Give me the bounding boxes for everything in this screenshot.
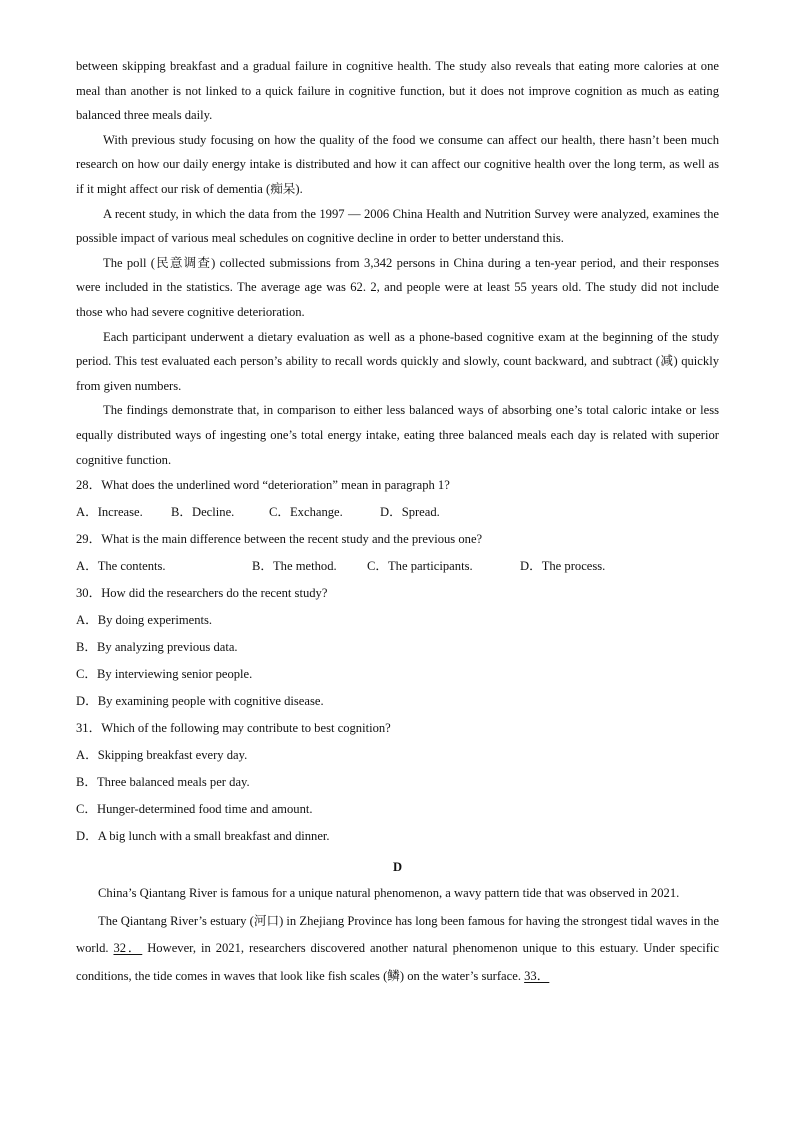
option-c[interactable]: C．By interviewing senior people.: [76, 667, 253, 682]
option-b[interactable]: B．Decline.: [171, 505, 235, 520]
passage-c-paragraph: The findings demonstrate that, in comparison to either less balanced ways of absorbing one’s total caloric intake or less equally distributed ways of ingesting one’s total energy intake, eating three balanced meals each day is related with superior cognitive function.: [76, 403, 719, 467]
blank-33[interactable]: 33．: [524, 968, 550, 983]
question-stem: 31．Which of the following may contribute to best cognition?: [76, 721, 391, 736]
passage-c-paragraph: between skipping breakfast and a gradual failure in cognitive health. The study also reveals that eating more calories at one meal than another is not linked to a quick failure in cognitive function, but it does not improve cognition as much as eating balanced three meals daily.: [76, 59, 719, 123]
option-a[interactable]: A．By doing experiments.: [76, 613, 213, 628]
option-d[interactable]: D．Spread.: [380, 505, 440, 520]
passage-d: [76, 854, 719, 990]
exam-page: [76, 54, 719, 990]
option-d[interactable]: D．The process.: [520, 559, 606, 574]
option-b[interactable]: B．Three balanced meals per day.: [76, 775, 250, 790]
question-stem: 28．What does the underlined word “deterioration” mean in paragraph 1?: [76, 478, 450, 493]
option-a[interactable]: A．Increase.: [76, 505, 143, 520]
passage-d-paragraph: [76, 908, 719, 991]
option-b[interactable]: B．By analyzing previous data.: [76, 640, 238, 655]
question-stem: 29．What is the main difference between the recent study and the previous one?: [76, 532, 483, 547]
option-d[interactable]: D．A big lunch with a small breakfast and dinner.: [76, 829, 330, 844]
option-row: [76, 553, 719, 580]
option-a[interactable]: A．The contents.: [76, 559, 166, 574]
passage-d-paragraph: China’s Qiantang River is famous for a unique natural phenomenon, a wavy pattern tide that was observed in 2021.: [98, 886, 680, 901]
passage-c-paragraph: The poll (民意调查) collected submissions from 3,342 persons in China during a ten-year period, and their responses were included in the statistics. The average age was 62. 2, and people were at least 55 years old. The study did not include those who had severe cognitive deterioration.: [76, 255, 719, 319]
passage-c-paragraph: A recent study, in which the data from the 1997 — 2006 China Health and Nutrition Survey were analyzed, examines the possible impact of various meal schedules on cognitive decline in order to better understand this.: [76, 206, 719, 246]
option-c[interactable]: C．Exchange.: [269, 505, 343, 520]
question-31: [76, 715, 719, 850]
paragraph-text: However, in 2021, researchers discovered another natural phenomenon unique to this estuary. Under specific conditions, the tide comes in waves that look like fish scales (鳞) on the water’s surface.: [76, 941, 719, 983]
question-30: [76, 580, 719, 715]
paragraph-text: The Qiantang River’s estuary (河口) in Zhejiang Province has long been famous for having the strongest tidal waves in the world.: [76, 913, 719, 956]
section-heading: D: [392, 860, 403, 875]
question-28: [76, 472, 719, 526]
question-29: [76, 526, 719, 580]
passage-c-paragraph: Each participant underwent a dietary evaluation as well as a phone-based cognitive exam at the beginning of the study period. This test evaluated each person’s ability to recall words quickly and slowly, count backward, and subtract (减) quickly from given numbers.: [76, 329, 719, 393]
passage-c: [76, 54, 719, 472]
blank-32[interactable]: 32．: [113, 941, 143, 956]
option-c[interactable]: C．Hunger-determined food time and amount.: [76, 802, 313, 817]
option-a[interactable]: A．Skipping breakfast every day.: [76, 748, 248, 763]
option-c[interactable]: C．The participants.: [367, 559, 473, 574]
option-d[interactable]: D．By examining people with cognitive disease.: [76, 694, 324, 709]
question-stem: 30．How did the researchers do the recent study?: [76, 586, 328, 601]
option-row: [76, 499, 719, 526]
option-b[interactable]: B．The method.: [252, 559, 337, 574]
passage-c-paragraph: With previous study focusing on how the quality of the food we consume can affect our health, there hasn’t been much research on how our daily energy intake is distributed and how it can affect our cognitive health over the long term, as well as if it might affect our risk of dementia (痴呆).: [76, 132, 719, 196]
